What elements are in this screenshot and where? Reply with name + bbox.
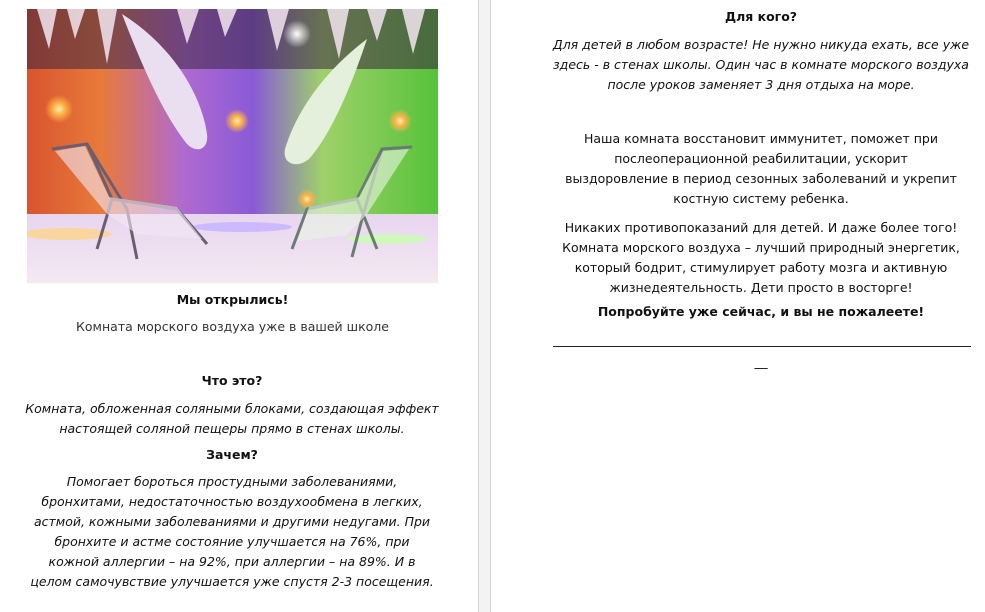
page-left bbox=[0, 0, 478, 612]
heading-who: Для кого? bbox=[724, 9, 798, 24]
horizontal-rule bbox=[553, 346, 971, 347]
call-to-action: Попробуйте уже сейчас, и вы не пожалеете! bbox=[597, 304, 925, 319]
salt-cave-photo bbox=[27, 9, 438, 283]
paragraph-who: Для детей в любом возрасте! Не нужно никуда ехать, все уже здесь - в стенах школы. Один час в комнате морского воздуха после уроков заменяет 3 дня отдыха на море. bbox=[552, 37, 970, 92]
page-right bbox=[491, 0, 985, 612]
paragraph-why: Помогает бороться простудными заболеваниями, бронхитами, недостаточностью воздухообмена в легких, астмой, кожными заболеваниями и другими недугами. При бронхите и астме состояние улучшается на 76%, при кожной аллергии – на 92%, при аллергии – на 89%. И в целом самочувствие улучшается уже спустя 2-3 посещения. bbox=[30, 474, 434, 589]
heading-opened: Мы открылись! bbox=[176, 292, 289, 307]
paragraph-what: Комната, обложенная соляными блоками, создающая эффект настоящей соляной пещеры прямо в стенах школы. bbox=[25, 401, 439, 436]
paragraph-benefit: Наша комната восстановит иммунитет, поможет при послеоперационной реабилитации, ускорит выздоровление в период сезонных заболеваний и укрепит костную систему ребенка. bbox=[565, 131, 957, 206]
subtitle: Комната морского воздуха уже в вашей школе bbox=[76, 319, 389, 334]
heading-why: Зачем? bbox=[206, 447, 258, 462]
heading-what: Что это? bbox=[201, 373, 263, 388]
paragraph-safe: Никаких противопоказаний для детей. И даже более того! Комната морского воздуха – лучший природный энергетик, который бодрит, стимулирует работу мозга и активную жизнедеятельность. Дети просто в восторге! bbox=[562, 220, 960, 295]
dash-line: __ bbox=[754, 355, 768, 370]
salt-cave-illustration bbox=[27, 9, 438, 283]
page-gutter bbox=[478, 0, 491, 612]
